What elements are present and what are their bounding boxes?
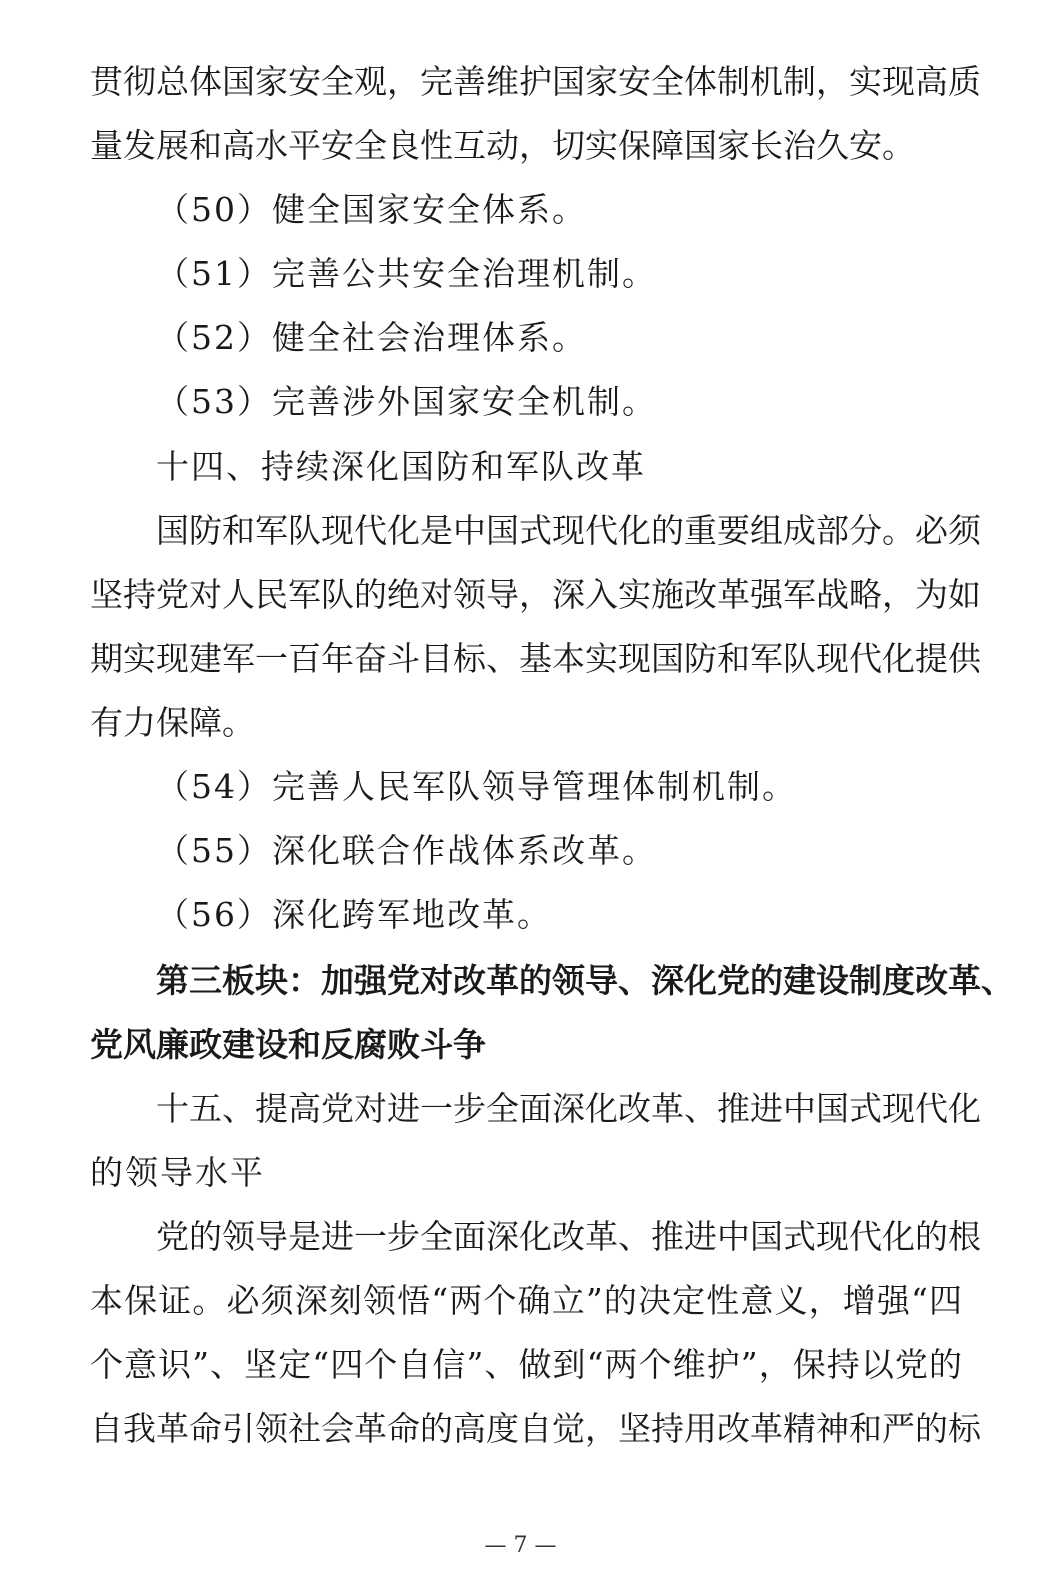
section-heading: 十五、提高党对进一步全面深化改革、推进中国式现代化 [156,1089,981,1128]
list-item: （52）健全社会治理体系。 [156,318,587,357]
body-line: 量发展和高水平安全良性互动，切实保障国家长治久安。 [90,126,915,165]
body-line: 贯彻总体国家安全观，完善维护国家安全体制机制，实现高质 [90,62,981,101]
section-heading: 的领导水平 [90,1153,265,1192]
list-item: （50）健全国家安全体系。 [156,190,587,229]
list-item: （55）深化联合作战体系改革。 [156,831,657,870]
body-line: 本保证。必须深刻领悟“两个确立”的决定性意义，增强“四 [90,1281,962,1320]
body-line: 党的领导是进一步全面深化改革、推进中国式现代化的根 [156,1217,981,1256]
body-line: 期实现建军一百年奋斗目标、基本实现国防和军队现代化提供 [90,639,981,678]
page-number: — 7 — [484,1533,557,1558]
body-line: 有力保障。 [90,703,255,742]
block-heading: 党风廉政建设和反腐败斗争 [90,1025,486,1064]
list-item: （56）深化跨军地改革。 [156,895,552,934]
body-line: 国防和军队现代化是中国式现代化的重要组成部分。必须 [156,511,981,550]
list-item: （51）完善公共安全治理机制。 [156,254,657,293]
block-heading: 第三板块：加强党对改革的领导、深化党的建设制度改革、 [156,961,1014,1000]
body-line: 自我革命引领社会革命的高度自觉，坚持用改革精神和严的标 [90,1409,981,1448]
body-line: 坚持党对人民军队的绝对领导，深入实施改革强军战略，为如 [90,575,981,614]
list-item: （53）完善涉外国家安全机制。 [156,382,657,421]
section-heading: 十四、持续深化国防和军队改革 [156,447,646,486]
body-line: 个意识”、坚定“四个自信”、做到“两个维护”，保持以党的 [90,1345,962,1384]
list-item: （54）完善人民军队领导管理体制机制。 [156,767,797,806]
